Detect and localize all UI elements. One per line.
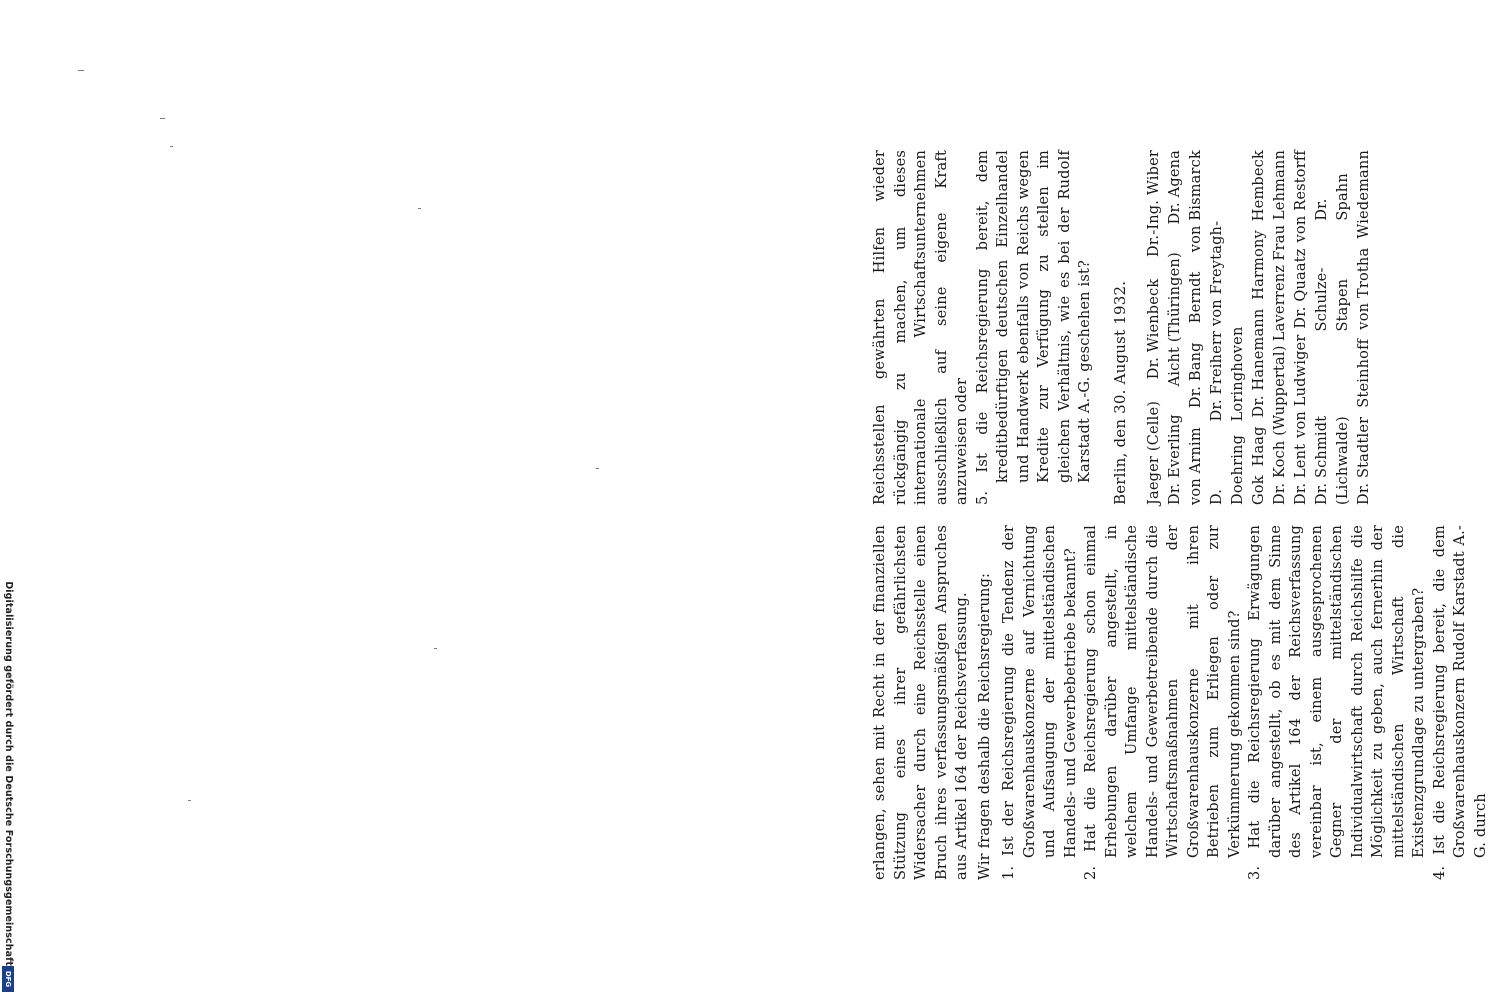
signatory: Dr.-Ing. Wiber xyxy=(1146,150,1162,257)
signatory: Gok xyxy=(1251,475,1267,505)
signatory: Dr. Schmidt (Lichwalde) xyxy=(1314,415,1351,505)
question-item-5: 5. Ist die Reichsregierung bereit, dem kreditbedürftigen deutschen Einzelhandel und Handwerk ebenfalls von Reichs wegen Kredite zur Verfügung zu stellen im gleichen Verhältnis, wie es bei der Rudolf Karstadt A.-G. geschehen ist? xyxy=(974,150,1093,505)
scan-speck xyxy=(170,146,173,147)
signatory: Dr. Spahn xyxy=(1314,173,1351,221)
signatory: Dr. Stadtler xyxy=(1356,416,1372,505)
signatory: von Bismarck xyxy=(1188,150,1204,253)
signatory-list xyxy=(1144,150,1375,505)
left-text-column xyxy=(870,525,1491,880)
signatory-row xyxy=(1165,150,1186,505)
question-item-1: 1. Ist der Reichsregierung die Tendenz der Großwarenhauskonzerne auf Vernichtung und Aufsaugung der mittelständischen Handels- und Gewerbebetriebe bekannt? xyxy=(1001,525,1079,880)
scan-speck xyxy=(434,648,437,649)
signatory: Dr. Lent xyxy=(1293,443,1309,505)
signatory-row xyxy=(1144,150,1165,505)
signatory: Jaeger (Celle) xyxy=(1146,400,1162,505)
signatory: Dr. Bang xyxy=(1188,342,1204,409)
signatory-row xyxy=(1270,150,1291,505)
signatory: Schulze-Stapen xyxy=(1314,267,1351,332)
signatory: von Trotha xyxy=(1356,247,1372,330)
rotated-document-page xyxy=(870,150,1489,880)
signatory: Dr. Hanemann xyxy=(1251,308,1267,418)
signatory: Dr. Quaatz xyxy=(1293,248,1309,329)
signatory: von Arnim xyxy=(1188,427,1204,505)
scan-speck xyxy=(160,118,165,119)
right-text-column xyxy=(870,150,1375,505)
signatory: von Ludwiger xyxy=(1293,334,1309,438)
signatory: Laverrenz xyxy=(1272,264,1288,342)
signatory: Steinhoff xyxy=(1356,338,1372,408)
signatory: Frau Lehmann xyxy=(1272,150,1288,261)
signatory: Dr. Freiherr von Freytagh-Loringhoven xyxy=(1209,220,1246,422)
signatory: Dr. Agena xyxy=(1167,150,1183,225)
signatory: Aicht (Thüringen) xyxy=(1167,252,1183,387)
signatory-row xyxy=(1291,150,1312,505)
signatory: Haag xyxy=(1251,426,1267,467)
intro-paragraph: erlangen, sehen mit Recht in der finanziellen Stützung eines ihrer gefährlichsten Widersacher durch eine Reichsstelle einen Bruch ihres verfassungsmäßigen Anspruches aus Artikel 164 der Reichsverfassung. xyxy=(872,525,970,880)
credit-text: Digitalisierung gefördert durch die Deutsche Forschungsgemeinschaft xyxy=(3,581,14,966)
signatory: D. Doehring xyxy=(1209,434,1246,505)
signatory-row xyxy=(1312,150,1354,505)
signatory-row xyxy=(1354,150,1375,505)
scan-speck xyxy=(418,208,421,209)
question-item-4: 4. Ist die Reichsregierung bereit, die dem Großwarenhauskonzern Rudolf Karstadt A.-G. durch xyxy=(1431,525,1489,880)
signatory-row xyxy=(1186,150,1207,505)
signatory: Dr. Wienbeck xyxy=(1146,278,1162,380)
dfg-logo-text: DFG xyxy=(4,970,12,988)
continuation-paragraph: Reichsstellen gewährten Hilfen wieder rückgängig zu machen, um dieses internationale Wirtschaftsunternehmen ausschließlich auf seine eigene Kraft anzuweisen oder xyxy=(872,150,970,505)
digitization-credit xyxy=(0,581,16,1000)
signatory: Harmony xyxy=(1251,230,1267,300)
signatory: Hembeck xyxy=(1251,150,1267,222)
signatory-row xyxy=(1249,150,1270,505)
dfg-logo xyxy=(2,966,14,992)
signatory: Dr. Koch (Wuppertal) xyxy=(1272,345,1288,505)
signatory: Dr. Everling xyxy=(1167,414,1183,505)
question-heading: Wir fragen deshalb die Reichsregierung: xyxy=(976,572,993,880)
document-date: Berlin, den 30. August 1932. xyxy=(1110,280,1129,505)
question-item-3: 3. Hat die Reichsregierung Erwägungen darüber angestellt, ob es mit dem Sinne des Artikel 164 der Reichsverfassung vereinbar ist, einem ausgesprochenen Gegner der mittelständischen Individualwirtschaft durch Reichshilfe die Möglichkeit zu geben, auch fernerhin der mittelständischen Wirtschaft die Existenzgrundlage zu untergraben? xyxy=(1247,525,1427,880)
signatory: Wiedemann xyxy=(1356,150,1372,239)
scan-speck xyxy=(596,468,599,469)
question-item-2: 2. Hat die Reichsregierung schon einmal Erhebungen darüber angestellt, in welchem Umfange mittelständische Handels- und Gewerbetreibende durch die Wirtschaftsmaßnahmen der Großwarenhauskonzerne mit ihren Betrieben zum Erliegen oder zur Verkümmerung gekommen sind? xyxy=(1083,525,1243,880)
signatory-row xyxy=(1207,150,1249,505)
scan-speck xyxy=(188,800,191,801)
signatory: Berndt xyxy=(1188,271,1204,324)
scan-speck xyxy=(78,70,84,71)
signatory: von Restorff xyxy=(1293,150,1309,243)
